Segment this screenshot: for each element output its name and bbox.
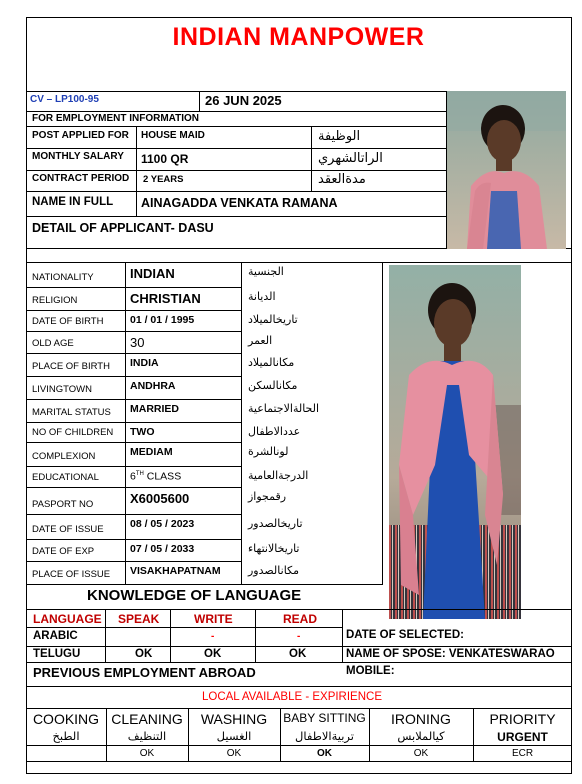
divider xyxy=(170,609,171,662)
skill-label: PRIORITY xyxy=(489,711,556,727)
skill-arabic: كيالملابس xyxy=(397,729,445,743)
lang-row-arabic: ARABIC xyxy=(33,630,78,642)
skill-label: IRONING xyxy=(391,711,451,727)
lang-arabic-write: - xyxy=(211,631,215,642)
divider xyxy=(255,609,256,662)
detail-label: LIVINGTOWN xyxy=(32,384,92,395)
lang-header-speak: SPEAK xyxy=(118,612,160,626)
divider xyxy=(26,310,241,311)
detail-label: PLACE OF BIRTH xyxy=(32,361,110,372)
detail-label: NO OF CHILDREN xyxy=(32,427,114,438)
divider xyxy=(26,487,241,488)
lang-telugu-read: OK xyxy=(289,648,307,660)
skill-label: CLEANING xyxy=(111,711,183,727)
detail-arabic: مكانالسكن xyxy=(248,379,298,392)
skill-label: WASHING xyxy=(200,711,268,727)
for-employment-label: FOR EMPLOYMENT INFORMATION xyxy=(32,113,200,124)
previous-employment-title: PREVIOUS EMPLOYMENT ABROAD xyxy=(33,665,256,680)
detail-arabic: تاريخالانتهاء xyxy=(248,542,300,555)
detail-arabic: تاريخالميلاد xyxy=(248,313,298,326)
divider xyxy=(26,353,241,354)
skill-arabic: تربيةالاطفال xyxy=(295,729,354,743)
divider xyxy=(26,191,446,192)
detail-label: OLD AGE xyxy=(32,338,74,349)
divider xyxy=(26,442,241,443)
detail-label: DATE OF BIRTH xyxy=(32,316,104,327)
divider xyxy=(125,262,126,584)
divider xyxy=(26,584,383,585)
divider xyxy=(26,539,241,540)
divider xyxy=(311,126,312,191)
detail-value: MARRIED xyxy=(130,403,179,415)
lang-header-read: READ xyxy=(283,612,318,626)
cv-reference: CV – LP100-95 xyxy=(30,94,99,105)
divider xyxy=(280,708,281,761)
skill-value: OK xyxy=(226,748,242,759)
detail-label: RELIGION xyxy=(32,295,78,306)
detail-arabic: الدرجةالعامية xyxy=(248,469,309,482)
applicant-name: AINAGADDA VENKATA RAMANA xyxy=(141,196,338,210)
lang-telugu-write: OK xyxy=(204,648,222,660)
post-value: HOUSE MAID xyxy=(141,130,205,141)
applicant-photo-small xyxy=(447,91,566,249)
divider xyxy=(26,126,446,127)
local-available-label: LOCAL AVAILABLE - EXPIRIENCE xyxy=(201,691,383,703)
post-label: POST APPLIED FOR xyxy=(32,130,129,141)
divider xyxy=(26,287,241,288)
detail-label: PASPORT NO xyxy=(32,499,94,510)
detail-value: 30 xyxy=(130,335,145,350)
divider xyxy=(26,170,446,171)
divider xyxy=(26,609,572,610)
lang-header-language: LANGUAGE xyxy=(33,612,102,626)
lang-arabic-read: - xyxy=(297,631,301,642)
detail-value: TWO xyxy=(130,426,155,438)
detail-label: DATE OF EXP xyxy=(32,546,95,557)
contract-arabic: مدةالعقد xyxy=(318,172,366,187)
divider xyxy=(136,126,137,216)
divider xyxy=(106,708,107,761)
contract-value: 2 YEARS xyxy=(143,174,184,185)
lang-header-write: WRITE xyxy=(194,612,233,626)
divider xyxy=(26,627,342,628)
detail-arabic: رقمجواز xyxy=(248,490,287,503)
post-arabic: الوظيفة xyxy=(318,129,361,144)
skill-arabic: URGENT xyxy=(497,730,548,744)
divider xyxy=(26,422,241,423)
skill-label: BABY SITTING xyxy=(283,711,366,725)
lang-telugu-speak: OK xyxy=(135,648,153,660)
divider xyxy=(26,708,572,709)
divider xyxy=(241,262,242,584)
skill-value: ECR xyxy=(511,748,534,759)
detail-of-applicant: DETAIL OF APPLICANT- DASU xyxy=(32,221,214,235)
divider xyxy=(26,662,572,663)
skill-arabic: التنظيف xyxy=(127,729,167,743)
lang-row-telugu: TELUGU xyxy=(33,648,81,660)
detail-arabic: عددالاطفال xyxy=(248,425,301,438)
divider xyxy=(382,262,383,584)
skill-label: COOKING xyxy=(32,711,100,727)
language-title: KNOWLEDGE OF LANGUAGE xyxy=(87,587,302,604)
detail-value: 07 / 05 / 2033 xyxy=(130,543,195,555)
divider xyxy=(342,609,343,662)
mobile-label: MOBILE: xyxy=(346,665,395,677)
detail-label: PLACE OF ISSUE xyxy=(32,569,111,580)
detail-arabic: الديانة xyxy=(248,290,276,303)
detail-arabic: العمر xyxy=(248,334,273,347)
divider xyxy=(26,561,241,562)
applicant-photo-large xyxy=(389,265,521,619)
detail-value: INDIA xyxy=(130,357,159,369)
detail-arabic: الجنسية xyxy=(248,265,284,278)
page-title: INDIAN MANPOWER xyxy=(172,23,425,51)
divider xyxy=(473,708,474,761)
salary-arabic: الراتالشهري xyxy=(318,151,383,166)
divider xyxy=(26,148,446,149)
skill-arabic: الغسيل xyxy=(216,729,252,743)
date-of-selected: DATE OF SELECTED: xyxy=(346,629,464,641)
detail-arabic: لونالشرة xyxy=(248,445,289,458)
divider xyxy=(188,708,189,761)
detail-arabic: مكانالميلاد xyxy=(248,356,295,369)
detail-label: DATE OF ISSUE xyxy=(32,524,104,535)
contract-label: CONTRACT PERIOD xyxy=(32,173,130,184)
detail-value: ANDHRA xyxy=(130,380,176,392)
divider xyxy=(369,708,370,761)
detail-value: MEDIAM xyxy=(130,446,173,458)
divider xyxy=(26,399,241,400)
divider xyxy=(105,609,106,662)
name-label: NAME IN FULL xyxy=(32,196,114,208)
detail-label: MARITAL STATUS xyxy=(32,407,111,418)
divider xyxy=(26,91,446,92)
divider xyxy=(199,91,200,111)
salary-value: 1100 QR xyxy=(141,152,189,166)
divider xyxy=(26,262,572,263)
skill-value: OK xyxy=(139,748,155,759)
divider xyxy=(26,466,241,467)
detail-value: VISAKHAPATNAM xyxy=(130,565,221,577)
divider xyxy=(26,686,572,687)
divider xyxy=(26,216,446,217)
divider xyxy=(26,646,572,647)
detail-label: EDUCATIONAL xyxy=(32,472,99,483)
skill-value: OK xyxy=(413,748,429,759)
divider xyxy=(26,761,572,762)
divider xyxy=(26,376,241,377)
detail-value: 6TH CLASS xyxy=(130,470,182,483)
divider xyxy=(26,111,446,112)
detail-value: X6005600 xyxy=(130,491,190,506)
detail-arabic: تاريخالصدور xyxy=(248,517,303,530)
detail-label: NATIONALITY xyxy=(32,272,94,283)
divider xyxy=(26,331,241,332)
skill-arabic: الطبخ xyxy=(52,729,80,743)
divider xyxy=(26,514,241,515)
detail-arabic: مكانالصدور xyxy=(248,564,300,577)
salary-label: MONTHLY SALARY xyxy=(32,151,124,162)
detail-value: 01 / 01 / 1995 xyxy=(130,314,195,326)
detail-label: COMPLEXION xyxy=(32,451,96,462)
detail-value: INDIAN xyxy=(130,266,175,281)
detail-arabic: الحالةالاجتماعية xyxy=(248,402,320,415)
skill-value: OK xyxy=(317,748,332,759)
detail-value: CHRISTIAN xyxy=(130,291,201,306)
detail-value: 08 / 05 / 2023 xyxy=(130,518,195,530)
spouse-name: NAME OF SPOSE: VENKATESWARAO xyxy=(346,648,555,660)
divider xyxy=(26,745,572,746)
cv-date: 26 JUN 2025 xyxy=(205,93,282,108)
